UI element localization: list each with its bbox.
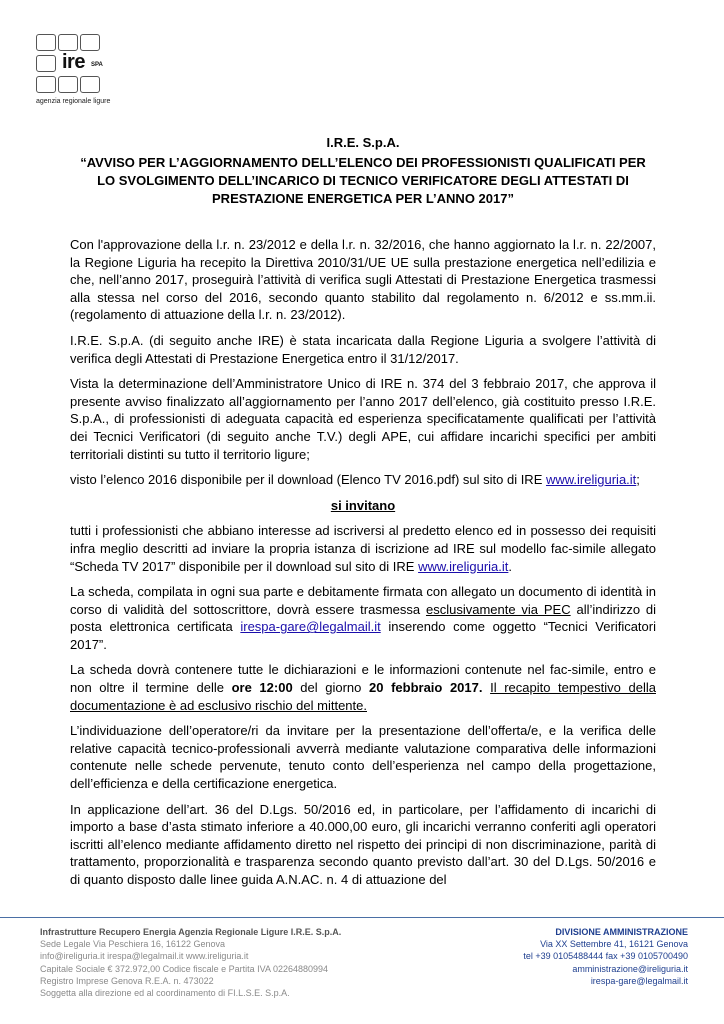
paragraph-submission xyxy=(70,583,656,653)
text: La scheda dovrà contenere tutte le dichiarazioni e le informazioni contenute nel fac-simile, entro e non oltre il termine delle xyxy=(70,662,656,696)
deadline-date: 20 febbraio 2017. xyxy=(369,680,483,696)
footer-division-name: DIVISIONE AMMINISTRAZIONE xyxy=(555,927,688,937)
ire-logo xyxy=(34,34,114,110)
logo-suffix: SPA xyxy=(91,62,103,68)
logo-tagline: agenzia regionale ligure xyxy=(36,98,111,105)
text: visto l’elenco 2016 disponibile per il download (Elenco TV 2016.pdf) sul sito di IRE xyxy=(70,472,546,488)
text xyxy=(482,680,490,695)
pec-only-text: esclusivamente via PEC xyxy=(425,601,571,617)
footer-company-name: Infrastrutture Recupero Energia Agenzia Regionale Ligure I.R.E. S.p.A. xyxy=(40,927,342,937)
logo-square xyxy=(80,76,100,93)
paragraph-invitation xyxy=(70,522,656,575)
paragraph-deadline xyxy=(70,661,656,714)
pec-email-link[interactable]: irespa-gare@legalmail.it xyxy=(240,619,381,635)
footer-line: Capitale Sociale € 372.972,00 Codice fiscale e Partita IVA 02264880994 xyxy=(40,963,329,974)
paragraph-assignment: I.R.E. S.p.A. (di seguito anche IRE) è stata incaricata dalla Regione Liguria a svolgere l’attività di verifica degli Attestati di Prestazione Energetica entro il 31/12/2017. xyxy=(70,332,656,366)
text: La scheda, compilata in ogni sua parte e debitamente firmata con allegato un documento di identità in corso di validità del sottoscrittore, dovrà essere trasmessa xyxy=(70,584,656,617)
logo-square xyxy=(36,76,56,93)
ireliguria-link[interactable]: www.ireliguria.it xyxy=(418,558,509,574)
paragraph-application: In applicazione dell’art. 36 del D.Lgs. 50/2016 ed, in particolare, per l’affidamento di incarichi di importo a base d’asta stimato inferiore a 40.000,00 euro, gli incarichi verranno conferiti agli operatori iscritti all’elenco mediante affidamento diretto nel rispetto dei principi di non discriminazione, parità di trattamento, proporzionalità e trasparenza secondo quanto previsto dall’art. 30 del D.Lgs. 50/2016 e di quanto disposto dalle linee guida A.N.AC. n. 4 di attuazione del xyxy=(70,801,656,887)
footer-line: tel +39 0105488444 fax +39 0105700490 xyxy=(523,951,688,962)
ireliguria-link[interactable]: www.ireliguria.it xyxy=(545,472,637,488)
title-line: “AVVISO PER L’AGGIORNAMENTO DELL’ELENCO DEI PROFESSIONISTI QUALIFICATI PER xyxy=(80,155,646,170)
footer-line: Sede Legale Via Peschiera 16, 16122 Genova xyxy=(40,939,225,950)
footer-line: Registro Imprese Genova R.E.A. n. 473022 xyxy=(40,975,214,986)
paragraph-selection: L’individuazione dell’operatore/ri da invitare per la presentazione dell’offerta/e, e la verifica delle relative capacità tecnico-professionali avverrà mediante valutazione comparativa delle informazioni contenute nelle schede pervenute, tenuto conto dell’esperienza nel campo della progettazione, dell’efficienza e della certificazione energetica. xyxy=(70,723,656,792)
logo-square xyxy=(36,34,56,51)
footer-line: irespa-gare@legalmail.it xyxy=(590,975,688,986)
delivery-risk-note: Il recapito tempestivo della documentazione è ad esclusivo rischio del mittente. xyxy=(70,680,656,713)
logo-square xyxy=(80,34,100,51)
logo-text: ire xyxy=(62,51,85,73)
footer-line: info@ireliguria.it irespa@legalmail.it www.ireliguria.it xyxy=(40,951,249,962)
text: del giorno xyxy=(292,680,369,696)
title-line: PRESTAZIONE ENERGETICA PER L’ANNO 2017” xyxy=(212,191,514,206)
logo-square xyxy=(58,34,78,51)
footer-division-info xyxy=(523,926,688,987)
footer-line: Via XX Settembre 41, 16121 Genova xyxy=(540,939,688,950)
title-line: LO SVOLGIMENTO DELL’INCARICO DI TECNICO VERIFICATORE DEGLI ATTESTATI DI xyxy=(97,173,629,188)
document-body xyxy=(70,236,656,897)
paragraph-determination: Vista la determinazione dell’Amministratore Unico di IRE n. 374 del 3 febbraio 2017, che approva il presente avviso finalizzato all’aggiornamento per l’anno 2017 dell’elenco, già costituito presso I.R.E. S.p.A., di professionisti di adeguata capacità ed esperienza specificatamente qualificati per l’attività dei Tecnici Verificatori (di seguito anche T.V.) degli APE, cui affidare incarichi specifici per ambiti territoriali distinti su tutto il territorio ligure; xyxy=(70,376,656,462)
paragraph-approval: Con l'approvazione della l.r. n. 23/2012 e della l.r. n. 32/2016, che hanno aggiornato la l.r. n. 22/2007, la Regione Liguria ha recepito la Direttiva 2010/31/UE UE sulla prestazione energetica nell’edilizia e che, nell’anno 2017, proseguirà l’attività di verifica sugli Attestati di Prestazione Energetica trasmessi alla stessa nel corso del 2016, secondo quanto stabilito dal regolamento n. 6/2012 e ss.mm.ii. (regolamento di attuazione della l.r. n. 23/2012). xyxy=(70,237,656,323)
text: . xyxy=(508,558,513,574)
text: tutti i professionisti che abbiano interesse ad iscriversi al predetto elenco ed in possesso dei requisiti infra meglio descritti ad inviare la propria istanza di iscrizione ad IRE sul modello fac-simile allegato “Scheda TV 2017” disponibile per il download sul sito di IRE xyxy=(70,523,656,574)
logo-square xyxy=(58,76,78,93)
footer-divider xyxy=(0,917,724,918)
text: all’indirizzo di posta elettronica certificata xyxy=(70,601,657,635)
paragraph-list-2016 xyxy=(70,471,656,489)
footer-line: Soggetta alla direzione ed al coordinamento di FI.L.S.E. S.p.A. xyxy=(40,988,290,999)
logo-square xyxy=(36,55,56,72)
text: inserendo come oggetto “Tecnici Verificatori 2017”. xyxy=(70,619,656,652)
footer-line: amministrazione@ireliguria.it xyxy=(572,963,688,974)
document-title xyxy=(70,154,656,208)
text: ; xyxy=(636,472,640,488)
footer-company-info xyxy=(40,926,341,999)
invitation-heading: si invitano xyxy=(330,497,396,513)
deadline-time: ore 12:00 xyxy=(231,680,293,696)
company-heading: I.R.E. S.p.A. xyxy=(326,135,400,150)
